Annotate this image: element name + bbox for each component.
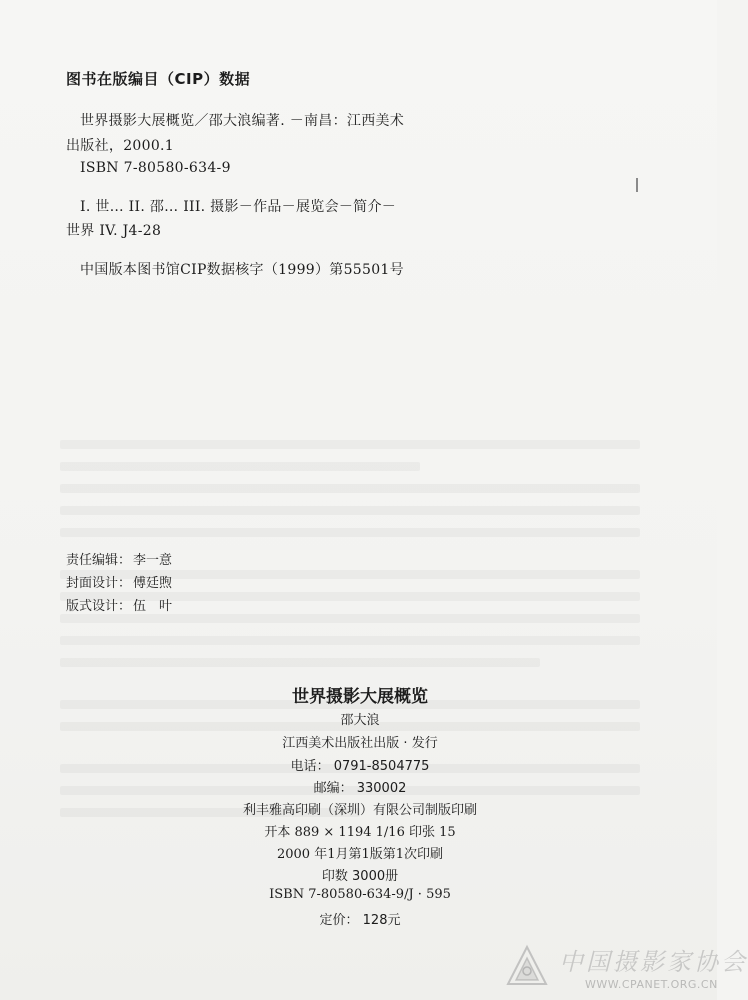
credit-cover	[66, 572, 172, 591]
credit-editor-label: 责任编辑：	[66, 553, 132, 568]
cip-line-classification: I. 世… II. 邵… III. 摄影－作品－展览会－简介－	[80, 199, 397, 215]
cip-line-title: 世界摄影大展概览／邵大浪编著. －南昌：江西美术	[80, 113, 405, 129]
colophon-isbn: ISBN 7-80580-634-9/J · 595	[269, 887, 451, 902]
colophon-price: 定价： 128元	[319, 913, 401, 928]
watermark-url: WWW.CPANET.ORG.CN	[585, 978, 718, 991]
cip-line-publisher: 出版社，2000.1	[66, 138, 174, 154]
show-through-line	[60, 440, 640, 449]
association-logo-icon	[505, 944, 549, 988]
colophon-postcode: 邮编： 330002	[313, 781, 407, 796]
colophon-author: 邵大浪	[340, 713, 380, 728]
credit-editor	[66, 549, 172, 568]
cip-line-record-number: 中国版本图书馆CIP数据核字（1999）第55501号	[80, 262, 404, 278]
cip-heading: 图书在版编目（CIP）数据	[66, 70, 251, 88]
show-through-line	[60, 636, 640, 645]
cip-line-isbn: ISBN 7-80580-634-9	[80, 160, 231, 176]
show-through-line	[60, 528, 640, 537]
credit-layout	[66, 595, 172, 614]
credit-layout-label: 版式设计：	[66, 599, 132, 614]
watermark-name: 中国摄影家协会	[559, 948, 748, 976]
watermark	[505, 940, 748, 996]
show-through-line	[60, 462, 420, 471]
colophon-edition: 2000 年1月第1版第1次印刷	[276, 847, 444, 862]
credit-cover-label: 封面设计：	[66, 576, 132, 591]
colophon-printer: 利丰雅高印刷（深圳）有限公司制版印刷	[242, 803, 477, 818]
credit-layout-value: 伍 叶	[133, 599, 173, 614]
show-through-line	[60, 506, 640, 515]
credit-cover-value: 傅廷煦	[133, 576, 173, 591]
cip-line-classification-cont: 世界 IV. J4-28	[66, 223, 162, 239]
colophon-print-run: 印数 3000册	[321, 869, 399, 884]
colophon-format: 开本 889 × 1194 1/16 印张 15	[264, 825, 456, 840]
colophon-title: 世界摄影大展概览	[292, 687, 428, 707]
colophon-publisher: 江西美术出版社出版 · 发行	[282, 736, 438, 751]
credit-editor-value: 李一意	[133, 553, 173, 568]
colophon-phone: 电话： 0791-8504775	[290, 759, 430, 774]
margin-mark	[636, 178, 638, 192]
show-through-line	[60, 658, 540, 667]
show-through-line	[60, 614, 640, 623]
show-through-line	[60, 484, 640, 493]
